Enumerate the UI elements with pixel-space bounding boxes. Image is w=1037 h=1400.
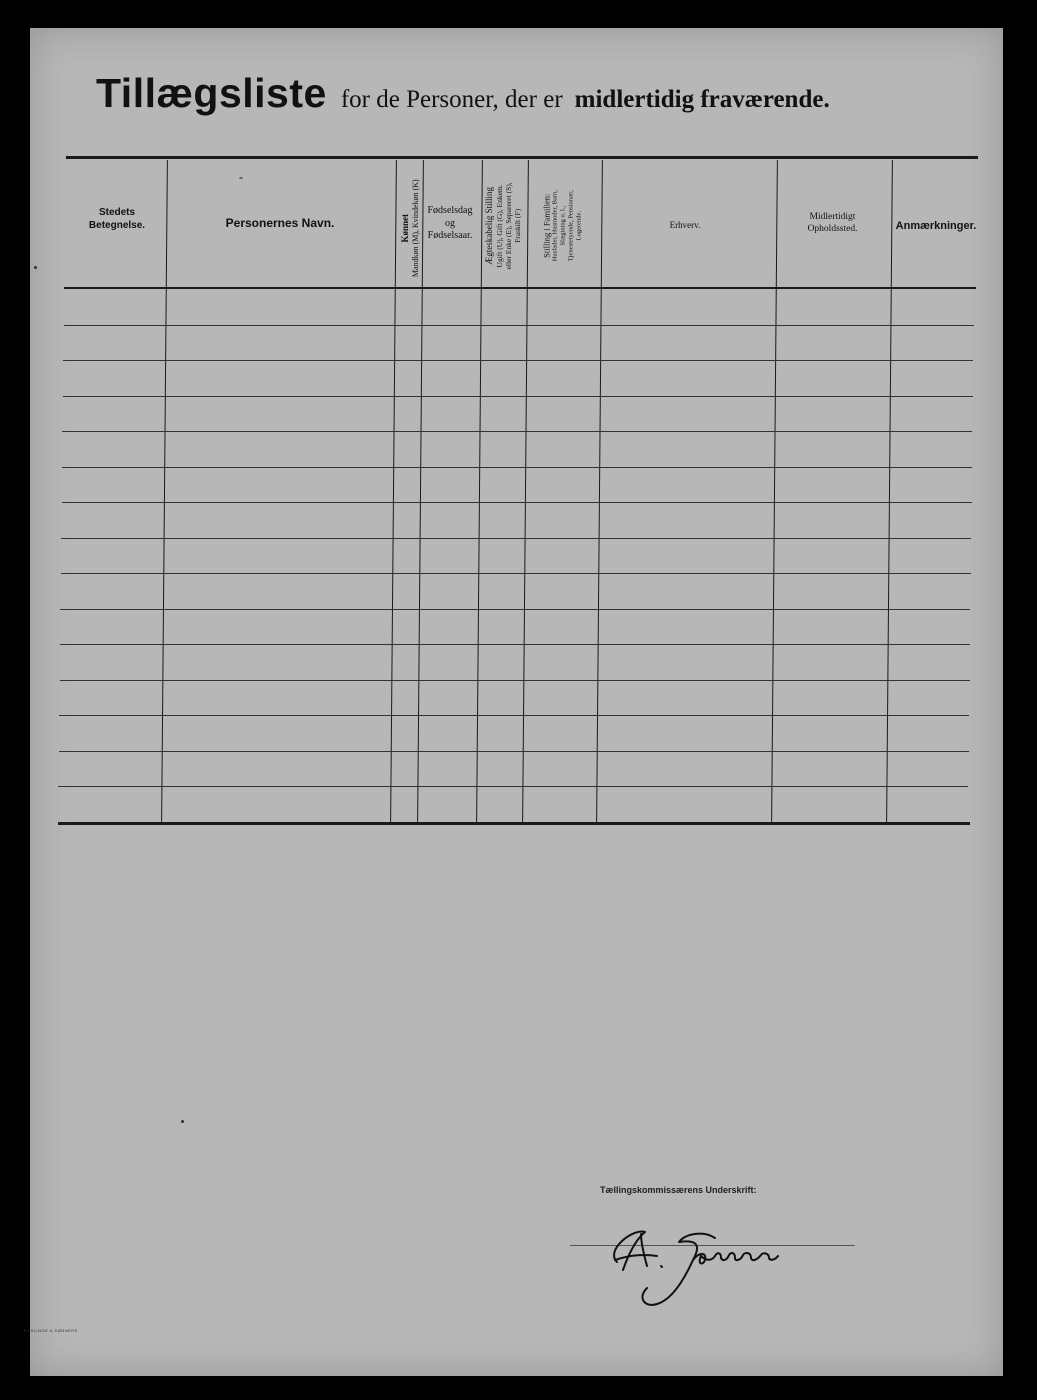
header-bottom-rule [64,287,976,289]
table-row [59,715,969,716]
table-row [61,573,971,574]
table-row [58,786,968,787]
header-aegteskab-line2: Ugift (U), Gift (G), Enkem. [494,184,504,268]
header-aegteskab [484,165,522,287]
table-row [59,751,969,752]
header-stedets-line2: Betegnelse. [88,219,146,231]
table-row [61,538,971,539]
table-row [63,396,973,397]
header-kjon [400,173,420,283]
table-row [60,644,970,645]
header-opholdssted-line1: Midlertidigt [809,212,856,222]
header-familie [541,170,582,282]
header-fodsel [422,205,478,243]
header-fodsel-line1: Fødselsdag [427,205,473,216]
paper-speck [181,1120,184,1123]
header-opholdssted [780,212,885,236]
title-main-word: Tillægsliste [96,70,327,116]
header-stedets-line1: Stedets [98,207,136,218]
table-row [63,360,973,361]
header-familie-line1: Stilling i Familien: [541,193,552,258]
header-anmaerkninger: Anmærkninger. [895,220,977,232]
header-familie-line4: Tjenestetyende, Pensionær, [567,190,575,262]
paper-speck [34,266,37,269]
table-row [62,502,972,503]
signature-label: Tællingskommissærens Underskrift: [600,1185,757,1195]
table-row [60,680,970,681]
form-title [96,70,830,117]
header-familie-line2: Husfader, Husmoder, Barn, [551,190,559,262]
header-aegteskab-line4: Fraskilt (F) [512,208,522,243]
table-top-rule [66,156,978,159]
title-end-text: midlertidig fraværende. [574,86,830,113]
header-kjon-line1: Kønnet [399,213,410,243]
header-familie-line5: Logerende. [574,210,582,241]
table-row [60,609,970,610]
handwritten-signature [575,1200,795,1315]
header-aegteskab-line1: Ægteskabelig Stilling [484,187,495,265]
table-bottom-rule [58,822,970,825]
table-row [64,325,974,326]
table-row [62,431,972,432]
header-opholdssted-line2: Opholdssted. [807,223,858,234]
header-familie-line3: Slægtning o. l., [559,205,567,246]
printer-mark: RYSLINGE & SØNNERS [24,1328,78,1333]
title-middle-text: for de Personer, der er [340,86,563,113]
signature-drawing [575,1200,795,1310]
header-navn: Personernes Navn. [225,216,335,230]
header-aegteskab-line3: eller Enke (E), Separeret (S), [503,182,513,270]
header-kjon-line2: Mandkøn (M), Kvindekøn (K) [410,179,420,278]
header-erhverv: Erhverv. [669,220,701,230]
header-fodsel-line2: og [445,217,455,229]
header-dash-mark: - [239,170,243,184]
header-stedets [72,207,162,232]
header-fodsel-line3: Fødselsaar. [427,230,473,241]
table-row [62,467,972,468]
